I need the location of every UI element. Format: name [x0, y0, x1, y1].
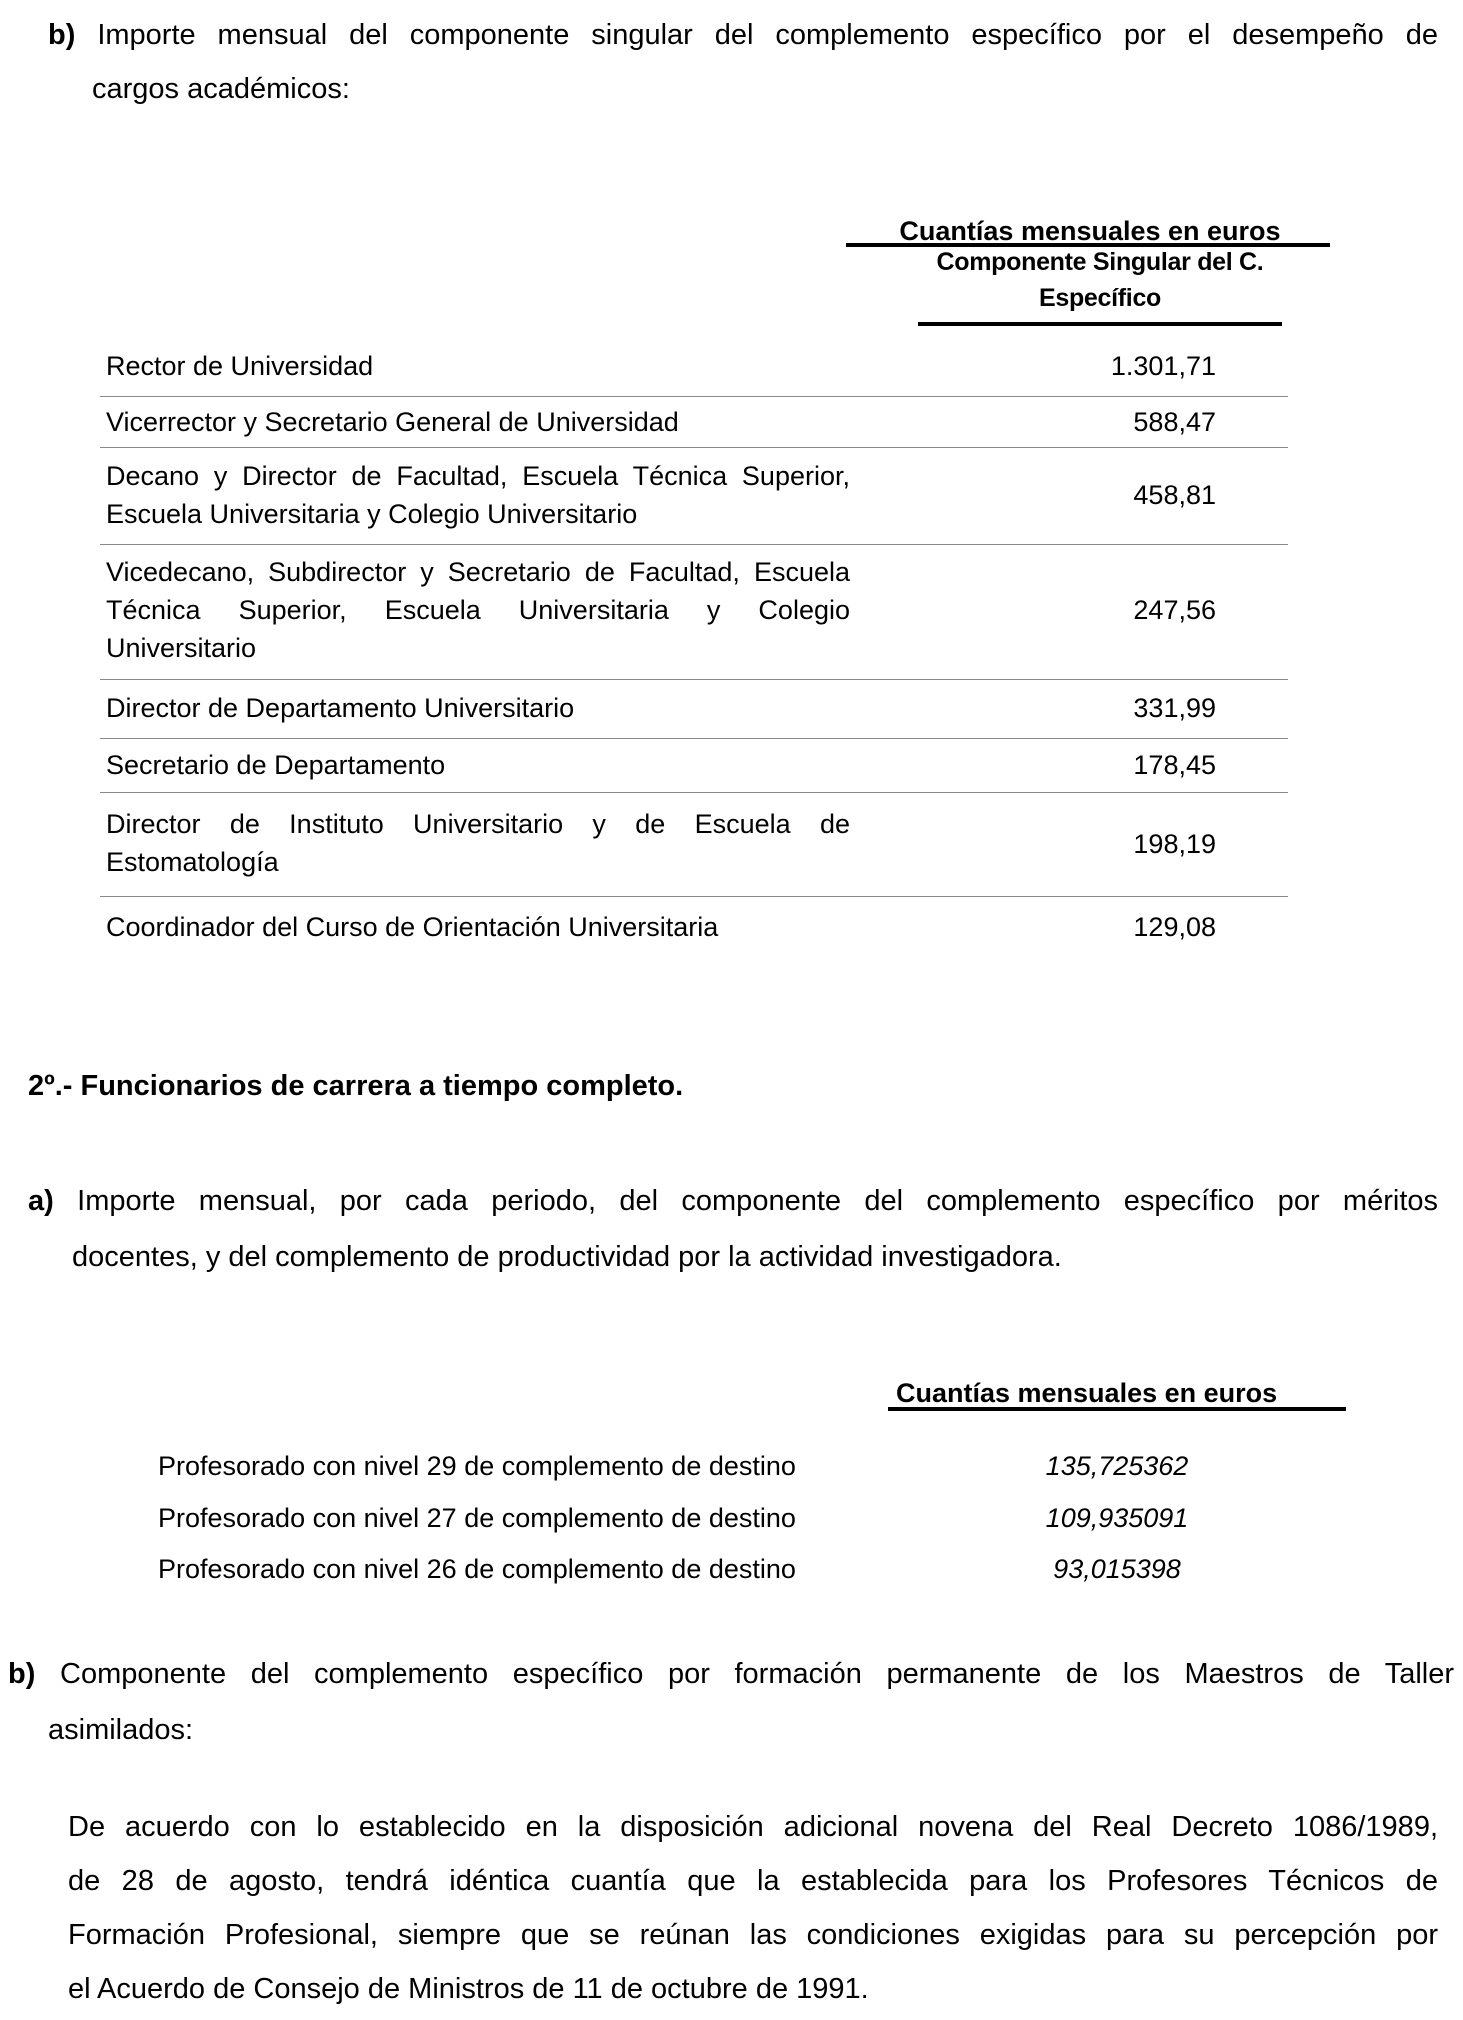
section-b-letter: b): [48, 19, 76, 51]
table1-row: [100, 739, 1288, 793]
closing-line2: de 28 de agosto, tendrá idéntica cuantía que la establecida para los Profesores Técnicos de: [68, 1865, 1438, 1897]
table1-row-label: Decano y Director de Facultad, Escuela Técnica Superior, Escuela Universitaria y Colegio Universitario: [106, 461, 850, 529]
table1-row-value: 198,19: [1133, 829, 1216, 859]
section-a-text-line2: docentes, y del complemento de productividad por la actividad investigadora.: [72, 1241, 1062, 1273]
table1-row-label: Coordinador del Curso de Orientación Universitaria: [106, 912, 719, 942]
table1-row-value: 1.301,71: [1110, 351, 1216, 381]
table1-row: [100, 680, 1288, 739]
table1-header-sub-line2: Específico: [1038, 284, 1162, 312]
table1-row: [100, 545, 1288, 680]
table1-row-label: Director de Departamento Universitario: [106, 693, 575, 723]
section-a-merits: [28, 1173, 1438, 1285]
table1-row: [100, 397, 1288, 448]
section-2-heading: 2º.- Funcionarios de carrera a tiempo completo.: [28, 1070, 684, 1102]
table2-row-label: Profesorado con nivel 27 de complemento de destino: [158, 1503, 796, 1533]
table2-header: Cuantías mensuales en euros: [896, 1378, 1278, 1408]
section-a-letter: a): [28, 1185, 54, 1217]
section-b-academic-posts: [48, 8, 1438, 116]
table1-row-value: 129,08: [1133, 912, 1216, 942]
table2-row-value: 93,015398: [1053, 1554, 1181, 1584]
table1-row-value: 331,99: [1133, 693, 1216, 723]
table1-row-label: Vicerrector y Secretario General de Universidad: [106, 407, 679, 437]
section-b-text-line1: Importe mensual del componente singular del complemento específico por el desempeño de: [97, 19, 1438, 51]
closing-line4: el Acuerdo de Consejo de Ministros de 11 de octubre de 1991.: [68, 1973, 869, 2005]
table2-row-label: Profesorado con nivel 29 de complemento de destino: [158, 1451, 796, 1481]
section-b2-text-line2: asimilados:: [48, 1714, 194, 1746]
table1-row-label: Director de Instituto Universitario y de Escuela de Estomatología: [106, 809, 850, 877]
section-a-text-line1: Importe mensual, por cada periodo, del componente del complemento específico por méritos: [77, 1185, 1438, 1217]
closing-line3: Formación Profesional, siempre que se reúnan las condiciones exigidas para su percepción por: [68, 1919, 1438, 1951]
table1-row: [100, 448, 1288, 545]
table1-row-value: 178,45: [1133, 750, 1216, 780]
section-b-workshop-masters: [8, 1646, 1454, 1758]
table1-header-rule-bottom: [918, 322, 1282, 326]
table1-header-sub-line1: Componente Singular del C.: [936, 248, 1264, 276]
table1-row: [100, 793, 1288, 897]
table2-row-label: Profesorado con nivel 26 de complemento de destino: [158, 1554, 796, 1584]
section-b2-text-line1: Componente del complemento específico por formación permanente de los Maestros de Taller: [60, 1658, 1455, 1690]
section-b-text-line2: cargos académicos:: [92, 73, 350, 105]
table1-row-label: Secretario de Departamento: [106, 750, 446, 780]
table1-row: [100, 344, 1288, 397]
table1-row-label: Vicedecano, Subdirector y Secretario de Facultad, Escuela Técnica Superior, Escuela Universitaria y Colegio Universitario: [106, 557, 850, 663]
table1-header-main: Cuantías mensuales en euros: [899, 216, 1281, 246]
table2-header-rule: [888, 1407, 1346, 1411]
table1-row-value: 458,81: [1133, 480, 1216, 510]
table1-row-value: 588,47: [1133, 407, 1216, 437]
table2-row-value: 135,725362: [1045, 1451, 1189, 1481]
table1-row-value: 247,56: [1133, 595, 1216, 625]
closing-line1: De acuerdo con lo establecido en la disposición adicional novena del Real Decreto 1086/1989,: [68, 1811, 1438, 1843]
table1-header-sub: [900, 244, 1300, 316]
closing-paragraph: [68, 1800, 1438, 2016]
table1-row-label: Rector de Universidad: [106, 351, 374, 381]
table2-row-value: 109,935091: [1045, 1503, 1189, 1533]
table1-row: [100, 897, 1288, 957]
section-b2-letter: b): [8, 1658, 36, 1690]
